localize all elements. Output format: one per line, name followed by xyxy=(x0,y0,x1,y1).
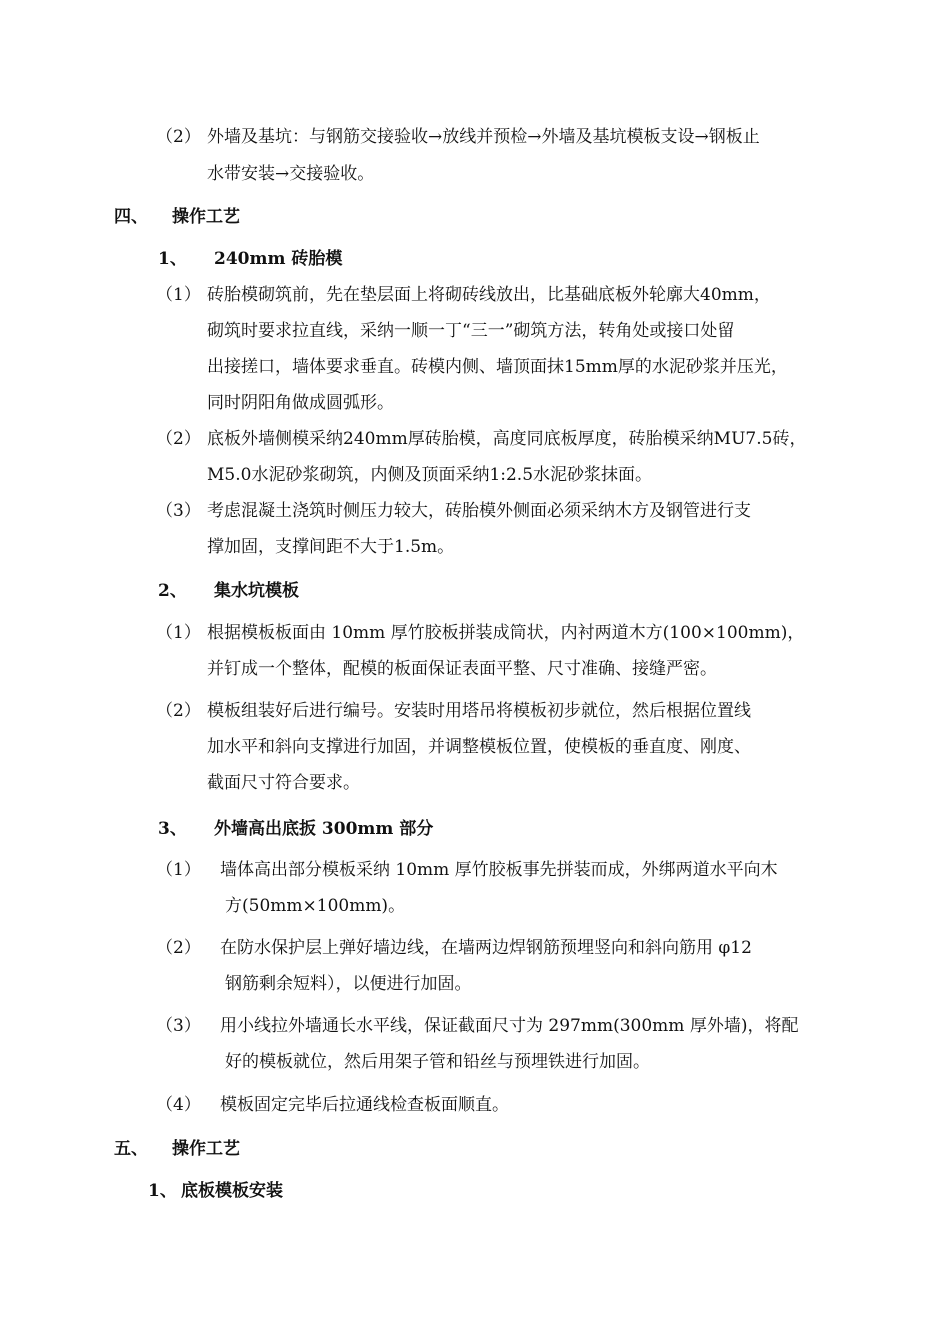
paragraph-line: 并钉成一个整体，配模的板面保证表面平整、尺寸准确、接缝严密。 xyxy=(207,659,717,679)
paragraph-line: 好的模板就位，然后用架子管和铅丝与预埋铁进行加固。 xyxy=(225,1052,650,1072)
paragraph-line: M5.0水泥砂浆砌筑，内侧及顶面采纳1:2.5水泥砂浆抹面。 xyxy=(207,465,653,485)
subsection-marker: 2、 xyxy=(158,581,187,601)
section-marker: 四、 xyxy=(114,207,148,227)
paragraph-line: 水带安装→交接验收。 xyxy=(207,164,375,184)
section-marker: 五、 xyxy=(114,1139,148,1159)
item-marker: （1） xyxy=(156,860,201,880)
item-marker: （2） xyxy=(156,938,201,958)
paragraph-line: 砌筑时要求拉直线，采纳一顺一丁“三一”砌筑方法，转角处或接口处留 xyxy=(207,321,735,341)
subsection-title: 外墙高出底扳 300mm 部分 xyxy=(214,819,434,839)
paragraph-line: 截面尺寸符合要求。 xyxy=(207,773,360,793)
item-marker: （1） xyxy=(156,285,201,305)
paragraph-line: 同时阴阳角做成圆弧形。 xyxy=(207,393,394,413)
paragraph-line: 出接搓口，墙体要求垂直。砖模内侧、墙顶面抹15mm厚的水泥砂浆并压光， xyxy=(207,357,788,377)
subsection-title: 240mm 砖胎模 xyxy=(214,249,343,269)
paragraph-line: 根据模板板面由 10mm 厚竹胶板拼装成筒状，内衬两道木方(100×100mm)， xyxy=(207,623,805,643)
item-marker: （4） xyxy=(156,1095,201,1115)
paragraph-line: 考虑混凝土浇筑时侧压力较大，砖胎模外侧面必须采纳木方及钢管进行支 xyxy=(207,501,751,521)
item-marker: （3） xyxy=(156,1016,201,1036)
paragraph-line: 撑加固，支撑间距不大于1.5m。 xyxy=(207,537,455,557)
paragraph-line: 加水平和斜向支撑进行加固，并调整模板位置，使模板的垂直度、刚度、 xyxy=(207,737,751,757)
subsection-marker: 1、 xyxy=(148,1181,177,1201)
item-marker: （3） xyxy=(156,501,201,521)
item-marker: （1） xyxy=(156,623,201,643)
paragraph-line: 模板固定完毕后拉通线检查板面顺直。 xyxy=(220,1095,509,1115)
item-marker: （2） xyxy=(156,429,201,449)
paragraph-line: 砖胎模砌筑前，先在垫层面上将砌砖线放出，比基础底板外轮廓大40mm， xyxy=(207,285,771,305)
paragraph-line: 模板组装好后进行编号。安装时用塔吊将模板初步就位，然后根据位置线 xyxy=(207,701,751,721)
section-title: 操作工艺 xyxy=(172,207,240,227)
paragraph-line: 底板外墙侧模采纳240mm厚砖胎模，高度同底板厚度，砖胎模采纳MU7.5砖， xyxy=(207,429,807,449)
item-marker: （2） xyxy=(156,701,201,721)
subsection-marker: 1、 xyxy=(158,249,187,269)
item-marker: （2） xyxy=(156,127,201,147)
section-title: 操作工艺 xyxy=(172,1139,240,1159)
subsection-marker: 3、 xyxy=(158,819,187,839)
paragraph-line: 外墙及基坑：与钢筋交接验收→放线并预检→外墙及基坑模板支设→钢板止 xyxy=(207,127,760,147)
paragraph-line: 用小线拉外墙通长水平线，保证截面尺寸为 297mm(300mm 厚外墙)，将配 xyxy=(220,1016,799,1036)
subsection-title: 底板模板安装 xyxy=(181,1181,283,1201)
paragraph-line: 在防水保护层上弹好墙边线，在墙两边焊钢筋预埋竖向和斜向筋用 φ12 xyxy=(220,938,752,958)
paragraph-line: 钢筋剩余短料），以便进行加固。 xyxy=(225,974,472,994)
paragraph-line: 方(50mm×100mm)。 xyxy=(225,896,406,916)
subsection-title: 集水坑模板 xyxy=(214,581,299,601)
paragraph-line: 墙体高出部分模板采纳 10mm 厚竹胶板事先拼装而成，外绑两道水平向木 xyxy=(220,860,778,880)
